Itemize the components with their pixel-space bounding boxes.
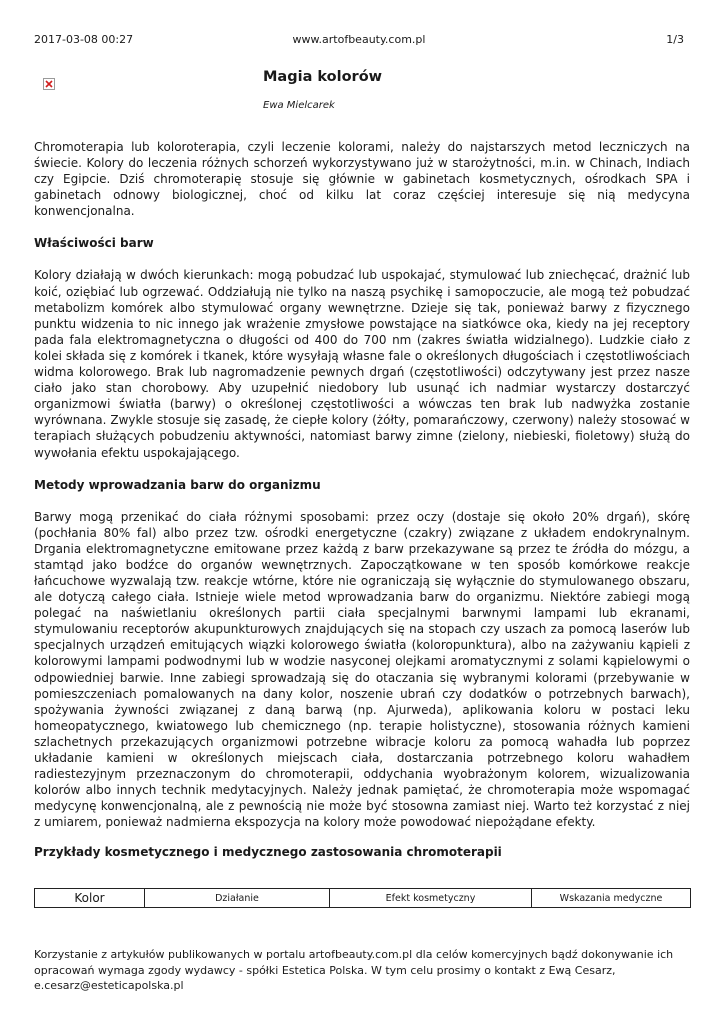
- print-url: www.artofbeauty.com.pl: [292, 33, 426, 46]
- intro-paragraph: Chromoterapia lub koloroterapia, czyli leczenie kolorami, należy do najstarszych metod leczniczych na świecie. Kolory do leczenia różnych schorzeń wykorzystywano już w starożytności, m.in. w Chinach, Indiach czy Egipcie. Dziś chromoterapię stosuje się głównie w gabinetach kosmetycznych, ośrodkach SPA i gabinetach odnowy biologicznej, choć od kilku lat coraz częściej interesuje się nią medycyna konwencjonalna.: [34, 140, 690, 219]
- article-author: Ewa Mielcarek: [263, 100, 335, 111]
- section-heading: Przykłady kosmetycznego i medycznego zastosowania chromoterapii: [34, 845, 502, 860]
- page-number: 1/3: [666, 33, 684, 46]
- print-header: [34, 33, 684, 47]
- print-datetime: 2017-03-08 00:27: [34, 33, 134, 46]
- article-title: Magia kolorów: [263, 69, 383, 85]
- copyright-footer: Korzystanie z artykułów publikowanych w portalu artofbeauty.com.pl dla celów komercyjnych bądź dokonywanie ich opracowań wymaga zgody wydawcy - spółki Estetica Polska. W tym celu prosimy o kontakt z Ewą Cesarz, e.cesarz@esteticapolska.pl: [34, 948, 674, 992]
- broken-image-icon: [43, 78, 55, 90]
- section-paragraph: Kolory działają w dwóch kierunkach: mogą pobudzać lub uspokajać, stymulować lub zniechęcać, drażnić lub koić, oziębiać lub ogrzewać. Oddziałują nie tylko na naszą psychikę i samopoczucie, ale mogą też pobudzać metabolizm komórek albo stymulować organy wewnętrzne. Dzieje się tak, ponieważ barwy z fizycznego punktu widzenia to nic innego jak wrażenie zmysłowe powstające na siatkówce oka, kiedy na jej receptory pada fala elektromagnetyczna o długości od 400 do 700 nm (zakres światła widzialnego). Ludzkie ciało z kolei składa się z komórek i tkanek, które wysyłają własne fale o określonych długościach i częstotliwościach widma kolorowego. Brak lub nagromadzenie pewnych drgań (częstotliwości) odczytywany jest przez nasze ciało jako stan chorobowy. Aby uzupełnić niedobory lub usunąć ich nadmiar wystarczy dostarczyć organizmowi światła (barwy) o określonej częstotliwości a wówczas ten brak lub nadwyżka zostanie wyrównana. Zwykle stosuje się zasadę, że ciepłe kolory (żółty, pomarańczowy, czerwony) należy stosować w terapiach służących pobudzeniu aktywności, natomiast barwy zimne (zielony, niebieski, fioletowy) służą do wywołania efektu uspokajającego.: [34, 268, 690, 460]
- article-body: [34, 139, 690, 860]
- table-header-cell: Działanie: [145, 889, 330, 908]
- color-table: [34, 888, 690, 908]
- section-paragraph: Barwy mogą przenikać do ciała różnymi sposobami: przez oczy (dostaje się około 20% drgań), skórę (pochłania 80% fal) albo przez tzw. ośrodki energetyczne (czakry) związane z układem endokrynalnym. Drgania elektromagnetyczne emitowane przez każdą z barw przekazywane są przez te źródła do mózgu, a stamtąd jako bodźce do organów wewnętrznych. Zapoczątkowane w ten sposób komórkowe reakcje łańcuchowe wyzwalają tzw. reakcje wtórne, które nie ograniczają się wyłącznie do stymulowanego obszaru, ale dotyczą całego ciała. Istnieje wiele metod wprowadzania barw do organizmu. Niektóre zabiegi mogą polegać na naświetlaniu określonych partii ciała specjalnymi barwnymi lampami lub ekranami, stymulowaniu receptorów akupunkturowych znajdujących się na stopach czy uszach za pomocą laserów lub specjalnych urządzeń emitujących wiązki kolorowego światła (koloropunktura), albo na zażywaniu kąpieli z kolorowymi lampami podwodnymi lub w wodzie nasyconej olejkami aromatycznymi z solami kąpielowymi o odpowiedniej barwie. Inne zabiegi sprowadzają się do otaczania się wybranymi kolorami (przebywanie w pomieszczeniach pomalowanych na dany kolor, noszenie ubrań czy dodatków o potrzebnych barwach), spożywania żywności związanej z daną barwą (np. Ajurweda), aplikowania koloru w postaci leku homeopatycznego, kwiatowego lub chemicznego (np. terapie holistyczne), stosowania różnych kamieni szlachetnych przekazujących organizmowi potrzebne wibracje koloru za pomocą wahadła lub poprzez układanie kamieni w określonych miejscach ciała, dostarczania potrzebnego koloru wahadłem radiestezyjnym przeznaczonym do chromoterapii, oddychania wyobrażonym kolorem, wizualizowania kolorów albo innych technik medytacyjnych. Należy jednak pamiętać, że chromoterapia może wspomagać medycynę konwencjonalną, ale z pewnością nie może być stosowna zamiast niej. Warto też korzystać z niej z umiarem, ponieważ nadmierna ekspozycja na kolory może powodować niepożądane efekty.: [34, 509, 690, 830]
- section-heading: Metody wprowadzania barw do organizmu: [34, 477, 321, 492]
- table-header-row: [35, 889, 691, 908]
- table-header-cell: Efekt kosmetyczny: [330, 889, 532, 908]
- table-header-cell: Kolor: [35, 889, 145, 908]
- section-heading: Właściwości barw: [34, 236, 154, 251]
- table-header-cell: Wskazania medyczne: [532, 889, 691, 908]
